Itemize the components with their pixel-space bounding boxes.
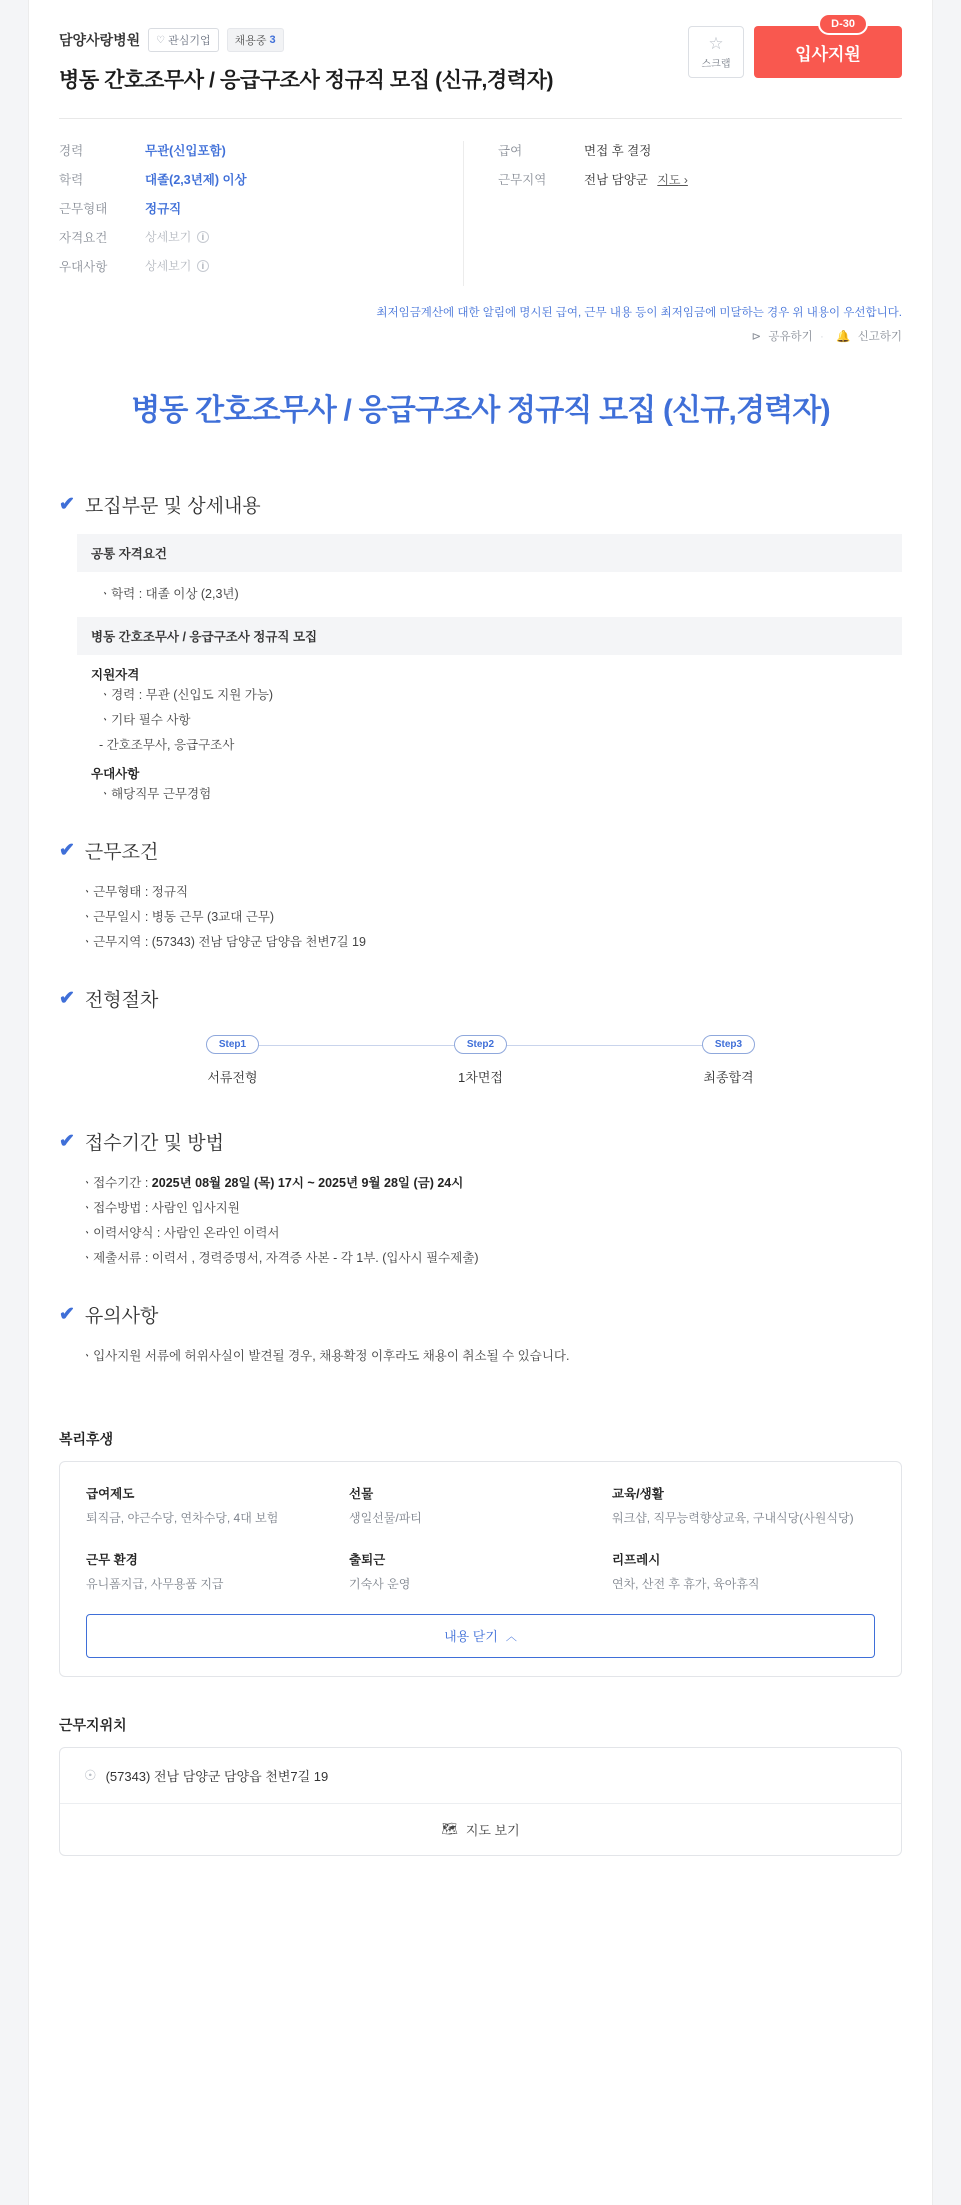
process-step-3 bbox=[679, 1034, 779, 1086]
section-title-recruit bbox=[59, 491, 902, 518]
summary-key-worktype: 근무형태 bbox=[59, 202, 108, 216]
summary-row-worktype bbox=[59, 199, 463, 217]
summary-key-location: 근무지역 bbox=[498, 173, 547, 187]
benefits-section bbox=[29, 1429, 932, 1676]
benefit-key: 선물 bbox=[349, 1487, 374, 1502]
benefit-value: 연차, 산전 후 휴가, 육아휴직 bbox=[612, 1576, 760, 1591]
favorite-company-tag[interactable] bbox=[148, 28, 218, 52]
apply-item-2: ㆍ이력서양식 : 사람인 온라인 이력서 bbox=[81, 1226, 280, 1241]
preference-detail-link[interactable]: 상세보기 bbox=[145, 259, 192, 273]
section-title-apply bbox=[59, 1128, 902, 1155]
posting-big-title: 병동 간호조무사 / 응급구조사 정규직 모집 (신규,경력자) bbox=[131, 394, 830, 427]
summary-value-education: 대졸(2,3년제) 이상 bbox=[145, 173, 247, 187]
scrap-label: 스크랩 bbox=[701, 58, 731, 70]
step-label-3: 최종합격 bbox=[703, 1070, 754, 1086]
section-label-caution: 유의사항 bbox=[84, 1306, 159, 1328]
dday-badge: D-30 bbox=[818, 13, 868, 35]
process-step-1 bbox=[183, 1034, 283, 1086]
location-title: 근무지위치 bbox=[59, 1716, 127, 1733]
location-address: (57343) 전남 담양군 담양읍 천변7길 19 bbox=[105, 1768, 329, 1784]
minimum-wage-link[interactable]: 최저임금계산에 대한 알림 bbox=[376, 307, 505, 319]
header-actions bbox=[688, 18, 902, 78]
location-address-row bbox=[60, 1748, 901, 1804]
hiring-label: 채용중 bbox=[234, 35, 267, 47]
heart-icon: ♡ bbox=[156, 34, 166, 46]
preference-label: 우대사항 bbox=[91, 767, 140, 782]
caution-item-1: ㆍ입사지원 서류에 허위사실이 발견될 경우, 채용확정 이후라도 채용이 취소될 수 있습니다. bbox=[81, 1349, 570, 1364]
common-qualification-header: 공통 자격요건 bbox=[77, 534, 902, 572]
job-posting-sheet bbox=[28, 0, 933, 2205]
common-qualification-item: ㆍ학력 : 대졸 이상 (2,3년) bbox=[99, 587, 239, 602]
hiring-count-tag[interactable] bbox=[227, 28, 284, 52]
section-label-apply: 접수기간 및 방법 bbox=[84, 1133, 224, 1155]
apply-period-value: 2025년 08월 28일 (목) 17시 ~ 2025년 9월 28일 (금) 24시 bbox=[151, 1176, 464, 1191]
section-label-process: 전형절차 bbox=[84, 990, 159, 1012]
benefit-item bbox=[86, 1550, 349, 1594]
step-badge-3: Step3 bbox=[702, 1035, 755, 1054]
apply-period-row bbox=[81, 1171, 902, 1196]
summary-row-preference bbox=[59, 257, 463, 275]
summary-value-salary: 면접 후 결정 bbox=[584, 144, 652, 158]
benefit-item bbox=[349, 1484, 612, 1528]
summary-value-preference[interactable] bbox=[145, 257, 209, 275]
chevron-up-icon: ︿ bbox=[505, 1630, 517, 1643]
check-icon: ✔ bbox=[59, 988, 75, 1010]
summary-left-column bbox=[59, 141, 463, 286]
share-icon: ⊳ bbox=[751, 331, 762, 343]
check-icon: ✔ bbox=[59, 494, 75, 516]
benefit-value: 워크샵, 직무능력향상교육, 구내식당(사원식당) bbox=[612, 1511, 854, 1526]
scrap-button[interactable] bbox=[688, 26, 744, 78]
header-left bbox=[59, 26, 553, 94]
job-block-header: 병동 간호조무사 / 응급구조사 정규직 모집 bbox=[77, 617, 902, 655]
condition-item-3: ㆍ근무지역 : (57343) 전남 담양군 담양읍 천변7길 19 bbox=[81, 935, 366, 950]
check-icon: ✔ bbox=[59, 840, 75, 862]
step-label-1: 서류전형 bbox=[207, 1070, 258, 1086]
summary-row-career bbox=[59, 141, 463, 159]
benefit-value: 퇴직금, 야근수당, 연차수당, 4대 보험 bbox=[86, 1511, 279, 1526]
summary-value-worktype: 정규직 bbox=[145, 202, 182, 216]
benefit-item bbox=[612, 1550, 875, 1594]
section-title-process bbox=[59, 985, 902, 1012]
benefit-item bbox=[86, 1484, 349, 1528]
process-steps bbox=[59, 1034, 902, 1098]
summary-row-salary bbox=[498, 141, 902, 159]
location-box bbox=[59, 1747, 902, 1856]
minimum-wage-notice bbox=[29, 286, 932, 320]
apply-button[interactable]: 입사지원 bbox=[754, 26, 902, 78]
company-row bbox=[59, 28, 553, 52]
summary-row-education bbox=[59, 170, 463, 188]
summary-right-column bbox=[463, 141, 902, 286]
collapse-content-button[interactable] bbox=[86, 1614, 875, 1658]
location-section bbox=[29, 1715, 932, 1896]
share-button[interactable]: 공유하기 bbox=[768, 331, 813, 343]
summary-key-salary: 급여 bbox=[498, 144, 523, 158]
benefit-value: 생일선물/파티 bbox=[349, 1511, 422, 1526]
benefit-key: 근무 환경 bbox=[86, 1552, 138, 1567]
company-name: 담양사랑병원 bbox=[59, 32, 141, 48]
map-link[interactable]: 지도 › bbox=[657, 173, 688, 187]
qualification-label: 지원자격 bbox=[91, 668, 140, 683]
summary-value-location bbox=[584, 170, 688, 188]
check-icon: ✔ bbox=[59, 1131, 75, 1153]
benefit-item bbox=[612, 1484, 875, 1528]
benefit-key: 리프레시 bbox=[612, 1552, 661, 1567]
summary-row-requirements bbox=[59, 228, 463, 246]
condition-item-1: ㆍ근무형태 : 정규직 bbox=[81, 885, 189, 900]
favorite-company-label: 관심기업 bbox=[168, 35, 211, 47]
location-text: 전남 담양군 bbox=[584, 173, 648, 187]
summary-key-preference: 우대사항 bbox=[59, 260, 108, 274]
view-map-label: 지도 보기 bbox=[465, 1822, 520, 1838]
collapse-label: 내용 닫기 bbox=[444, 1629, 498, 1645]
info-icon: i bbox=[197, 231, 209, 243]
posting-content bbox=[29, 491, 932, 1369]
benefit-key: 교육/생활 bbox=[612, 1487, 664, 1502]
benefit-value: 기숙사 운영 bbox=[349, 1576, 411, 1591]
qualification-item-1: ㆍ경력 : 무관 (신입도 지원 가능) bbox=[99, 688, 274, 703]
summary-row-location bbox=[498, 170, 902, 188]
page-title: 병동 간호조무사 / 응급구조사 정규직 모집 (신규,경력자) bbox=[59, 69, 554, 92]
step-badge-1: Step1 bbox=[206, 1035, 259, 1054]
qualification-subitem: - 간호조무사, 응급구조사 bbox=[99, 738, 235, 753]
summary-table bbox=[29, 119, 932, 286]
benefits-title: 복리후생 bbox=[59, 1431, 114, 1448]
map-pin-icon: ☉ bbox=[84, 1766, 97, 1783]
summary-key-education: 학력 bbox=[59, 173, 84, 187]
summary-key-requirements: 자격요건 bbox=[59, 231, 108, 245]
summary-value-career: 무관(신입포함) bbox=[145, 144, 226, 158]
qualification-item-2: ㆍ기타 필수 사항 bbox=[99, 713, 191, 728]
benefit-item bbox=[349, 1550, 612, 1594]
benefit-key: 출퇴근 bbox=[349, 1552, 386, 1567]
condition-item-2: ㆍ근무일시 : 병동 근무 (3교대 근무) bbox=[81, 910, 275, 925]
section-label-conditions: 근무조건 bbox=[84, 842, 159, 864]
apply-period-prefix: ㆍ접수기간 : bbox=[81, 1176, 152, 1191]
section-title-caution bbox=[59, 1301, 902, 1328]
share-separator: · bbox=[819, 331, 824, 343]
requirements-detail-link[interactable]: 상세보기 bbox=[145, 230, 192, 244]
benefit-value: 유니폼지급, 사무용품 지급 bbox=[86, 1576, 224, 1591]
benefit-key: 급여제도 bbox=[86, 1487, 135, 1502]
star-icon: ☆ bbox=[708, 33, 724, 53]
check-icon: ✔ bbox=[59, 1304, 75, 1326]
posting-header bbox=[29, 0, 932, 119]
report-button[interactable]: 신고하기 bbox=[857, 331, 902, 343]
share-row bbox=[29, 320, 932, 344]
summary-value-requirements[interactable] bbox=[145, 228, 209, 246]
view-map-button[interactable] bbox=[60, 1804, 901, 1855]
bell-icon: 🔔 bbox=[836, 331, 851, 343]
apply-item-1: ㆍ접수방법 : 사람인 입사지원 bbox=[81, 1201, 240, 1216]
benefits-box bbox=[59, 1461, 902, 1676]
map-icon: 🗺 bbox=[441, 1821, 458, 1837]
step-label-2: 1차면접 bbox=[458, 1070, 503, 1086]
info-icon: i bbox=[197, 260, 209, 272]
summary-key-career: 경력 bbox=[59, 144, 84, 158]
step-badge-2: Step2 bbox=[454, 1035, 507, 1054]
apply-item-3: ㆍ제출서류 : 이력서 , 경력증명서, 자격증 사본 - 각 1부. (입사시 필수제출) bbox=[81, 1251, 479, 1266]
hiring-count: 3 bbox=[269, 34, 276, 46]
process-step-2 bbox=[431, 1034, 531, 1086]
section-title-conditions bbox=[59, 837, 902, 864]
section-label-recruit: 모집부문 및 상세내용 bbox=[84, 496, 261, 518]
minimum-wage-notice-rest: 에 명시된 급여, 근무 내용 등이 최저임금에 미달하는 경우 위 내용이 우선합니다. bbox=[504, 307, 902, 319]
preference-item-1: ㆍ해당직무 근무경험 bbox=[99, 787, 212, 802]
